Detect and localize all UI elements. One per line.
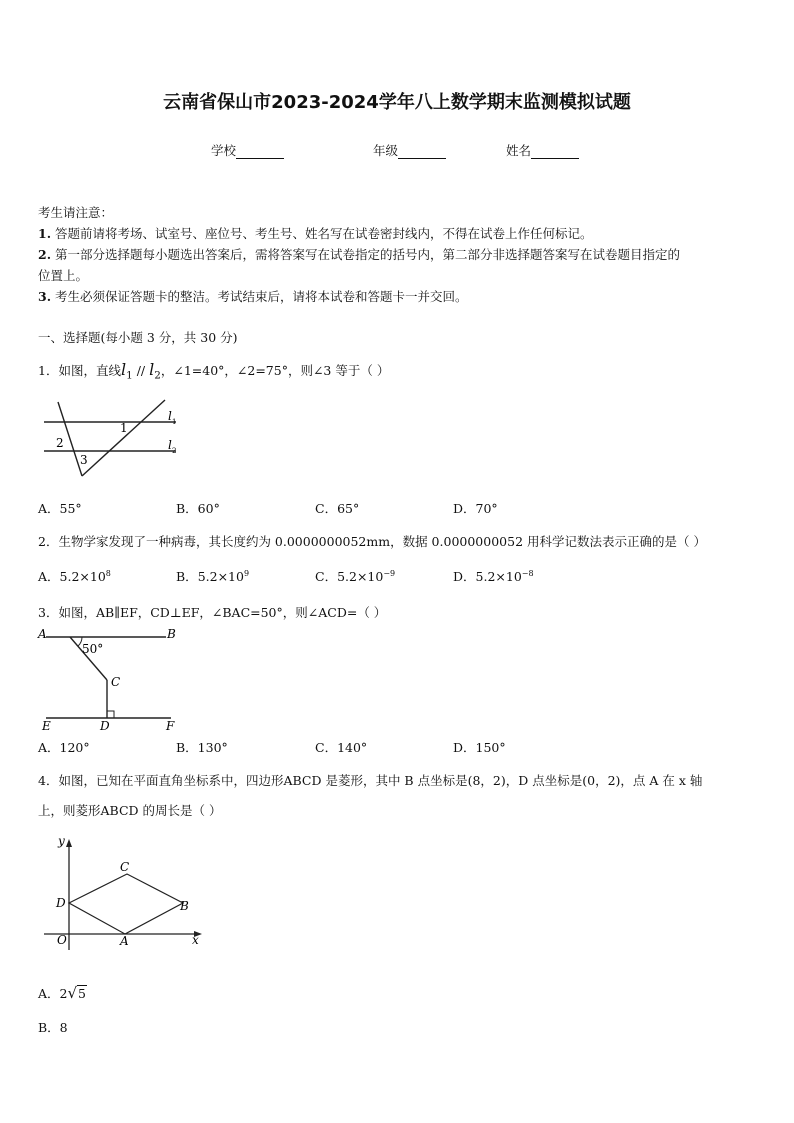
- name-blank[interactable]: [531, 146, 579, 159]
- question-4-line1: 4．如图，已知在平面直角坐标系中，四边形ABCD 是菱形，其中 B 点坐标是(8，2)，D 点坐标是(0，2)，点 A 在 x 轴: [38, 773, 703, 788]
- q2-option-c[interactable]: [315, 567, 395, 585]
- q4-option-b[interactable]: B．8: [38, 1020, 68, 1035]
- q1-parallel: //: [132, 363, 150, 378]
- q2-option-b[interactable]: [176, 567, 249, 585]
- question-1: [38, 360, 389, 382]
- q3-right-angle-mark: [107, 711, 114, 718]
- school-field[interactable]: [211, 141, 284, 159]
- grade-field[interactable]: [373, 141, 446, 159]
- q2-opt-label: B．: [176, 569, 198, 584]
- notice-item-2-cont: 位置上。: [38, 268, 89, 283]
- q2-opt-exp: −8: [521, 568, 534, 578]
- q4-label-c: C: [120, 860, 130, 874]
- q4-label-y: y: [58, 834, 65, 848]
- q1-l1-fig-sub: 1: [172, 418, 177, 426]
- q2-option-d[interactable]: [453, 567, 534, 585]
- q1-l1-sub: 1: [126, 369, 133, 382]
- notice-heading: 考生请注意：: [38, 205, 114, 220]
- q4-y-arrow: [66, 839, 72, 847]
- q3-label-d: D: [100, 719, 110, 733]
- grade-label: 年级: [373, 143, 399, 158]
- q1-l2-sub: 2: [154, 369, 161, 382]
- q2-opt-label: C．: [315, 569, 338, 584]
- notice-num: 3.: [38, 289, 52, 304]
- section-heading: 一、选择题(每小题 3 分，共 30 分): [38, 330, 238, 345]
- q3-label-c: C: [111, 675, 121, 689]
- q2-opt-base: 5.2×10: [59, 569, 106, 584]
- q1-option-a[interactable]: A．55°: [38, 501, 82, 516]
- q1-prefix: 1．如图，直线: [38, 363, 121, 378]
- q4-label-o: O: [57, 933, 67, 947]
- q3-option-b[interactable]: B．130°: [176, 740, 228, 755]
- q1-l2-fig-sub: 2: [172, 447, 177, 455]
- q1-l2-fig-label: l: [168, 438, 172, 452]
- q2-opt-label: A．: [38, 569, 60, 584]
- q3-label-a: A: [38, 627, 47, 641]
- q4-label-b: B: [180, 899, 189, 913]
- q1-angle3-label: 3: [80, 453, 88, 467]
- notice-text: 第一部分选择题每小题选出答案后，需将答案写在试卷指定的括号内，第二部分非选择题答案写在试卷题目指定的: [55, 247, 681, 262]
- q1-option-c[interactable]: C．65°: [315, 501, 360, 516]
- name-label: 姓名: [506, 143, 532, 158]
- q3-figure: [36, 624, 186, 736]
- q1-figure: [36, 396, 186, 482]
- q2-opt-exp: 8: [105, 568, 111, 578]
- q1-option-b[interactable]: B．60°: [176, 501, 220, 516]
- q2-opt-exp: −9: [383, 568, 396, 578]
- q4-label-x: x: [192, 933, 199, 947]
- q1-transversal-right: [82, 400, 165, 476]
- q2-opt-base: 5.2×10: [197, 569, 244, 584]
- page-title: 云南省保山市2023-2024学年八上数学期末监测模拟试题: [163, 92, 631, 113]
- q2-option-a[interactable]: [38, 567, 111, 585]
- q2-opt-base: 5.2×10: [475, 569, 522, 584]
- q4-opt-a-radicand: 5: [78, 986, 86, 1001]
- school-label: 学校: [211, 143, 237, 158]
- q3-option-c[interactable]: C．140°: [315, 740, 368, 755]
- q3-option-a[interactable]: A．120°: [38, 740, 90, 755]
- q4-label-a: A: [120, 934, 129, 948]
- notice-num: 1.: [38, 226, 52, 241]
- notice-text: 考生必须保证答题卡的整洁。考试结束后，请将本试卷和答题卡一并交回。: [55, 289, 468, 304]
- grade-blank[interactable]: [398, 146, 446, 159]
- q1-rest: ，∠1=40°，∠2=75°，则∠3 等于（ ）: [160, 363, 390, 378]
- q4-figure: [36, 834, 206, 952]
- question-3: 3．如图，AB∥EF，CD⊥EF，∠BAC=50°，则∠ACD=（ ）: [38, 605, 387, 620]
- q1-angle2-label: 2: [56, 436, 64, 450]
- q4-option-a[interactable]: [38, 984, 87, 1002]
- q1-l2: l: [149, 360, 155, 379]
- q3-label-b: B: [167, 627, 176, 641]
- q3-label-f: F: [166, 719, 175, 733]
- q2-opt-exp: 9: [243, 568, 250, 578]
- q1-l1-fig-label: l: [168, 409, 172, 423]
- question-2: 2．生物学家发现了一种病毒，其长度约为 0.0000000052mm，数据 0.0000000052 用科学记数法表示正确的是（ ）: [38, 534, 706, 549]
- school-blank[interactable]: [236, 146, 284, 159]
- q2-opt-base: 5.2×10: [337, 569, 384, 584]
- q3-option-d[interactable]: D．150°: [453, 740, 506, 755]
- question-4-line2: 上，则菱形ABCD 的周长是（ ）: [38, 803, 222, 818]
- q2-opt-label: D．: [453, 569, 476, 584]
- q1-angle1-label: 1: [120, 421, 128, 435]
- notice-num: 2.: [38, 247, 52, 262]
- q1-option-d[interactable]: D．70°: [453, 501, 498, 516]
- notice-item-1: [38, 224, 593, 242]
- notice-text: 答题前请将考场、试室号、座位号、考生号、姓名写在试卷密封线内，不得在试卷上作任何标记。: [55, 226, 593, 241]
- q3-angle-label: 50°: [82, 642, 104, 656]
- notice-item-3: [38, 287, 468, 305]
- notice-item-2: [38, 245, 680, 263]
- q4-label-d: D: [56, 896, 66, 910]
- q1-l1: l: [120, 360, 127, 379]
- q4-rhombus: [69, 874, 183, 934]
- name-field[interactable]: [506, 141, 579, 159]
- q3-label-e: E: [42, 719, 51, 733]
- q4-opt-a-label: A．2: [38, 986, 68, 1001]
- sqrt-symbol: √: [67, 984, 78, 1002]
